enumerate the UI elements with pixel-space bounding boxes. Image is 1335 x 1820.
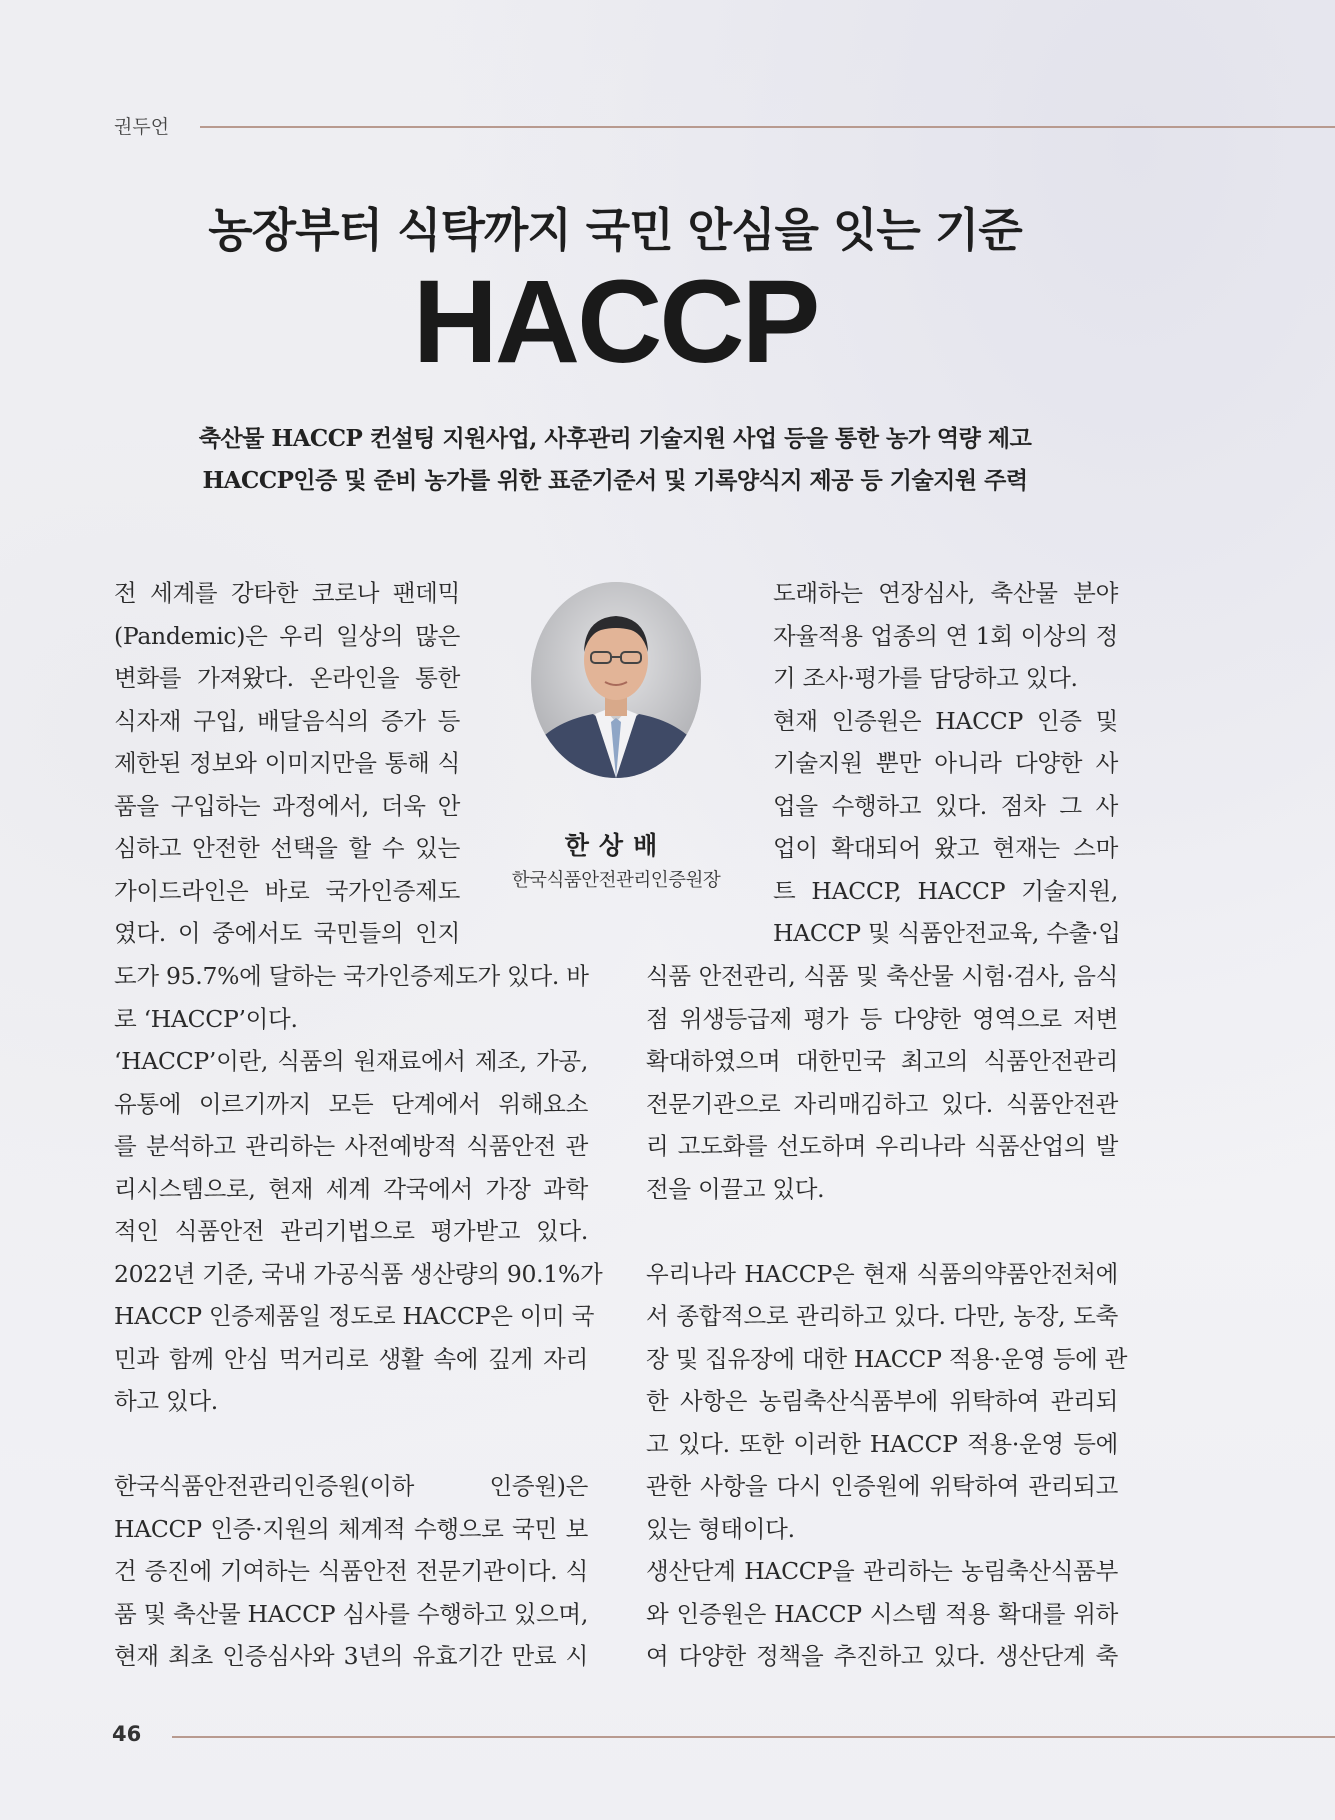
text-line: 여 다양한 정책을 추진하고 있다. 생산단계 축 — [646, 1642, 1118, 1670]
text-line: 기술지원 뿐만 아니라 다양한 사 — [773, 749, 1118, 777]
text-line: HACCP 및 식품안전교육, 수출·입 — [773, 919, 1121, 947]
text-line: HACCP 인증제품일 정도로 HACCP은 이미 국 — [114, 1302, 595, 1330]
text-line: 트 HACCP, HACCP 기술지원, — [773, 876, 1118, 905]
text-line: 현재 최초 인증심사와 3년의 유효기간 만료 시 — [114, 1642, 588, 1670]
text-line: 한 사항은 농림축산식품부에 위탁하여 관리되 — [646, 1387, 1118, 1415]
text-line: 리시스템으로, 현재 세계 각국에서 가장 과학 — [114, 1174, 588, 1203]
text-line: 생산단계 HACCP을 관리하는 농림축산식품부 — [646, 1557, 1118, 1585]
subtitle-line-2: HACCP인증 및 준비 농가를 위한 표준기준서 및 기록양식지 제공 등 기술지원 주력 — [202, 467, 1028, 494]
text-line: 변화를 가져왔다. 온라인을 통한 — [114, 664, 460, 692]
subtitle-line-1: 축산물 HACCP 컨설팅 지원사업, 사후관리 기술지원 사업 등을 통한 농가 역량 제고 — [198, 425, 1032, 452]
section-label: 권두언 — [114, 116, 170, 138]
right-column — [646, 955, 1128, 1678]
text-line: 식자재 구입, 배달음식의 증가 등 — [114, 706, 460, 735]
text-line: 를 분석하고 관리하는 사전예방적 식품안전 관 — [114, 1132, 588, 1160]
text-line: 우리나라 HACCP은 현재 식품의약품안전처에 — [646, 1259, 1118, 1288]
text-line: 로 ‘HACCP’이다. — [114, 1004, 298, 1033]
text-line: 민과 함께 안심 먹거리로 생활 속에 깊게 자리 — [114, 1344, 588, 1373]
footer-divider — [172, 1736, 1335, 1738]
text-line: 점 위생등급제 평가 등 다양한 영역으로 저변 — [646, 1004, 1118, 1033]
author-position: 한국식품안전관리인증원장 — [511, 870, 721, 891]
text-line: 품을 구입하는 과정에서, 더욱 안 — [114, 791, 460, 820]
text-line: 유통에 이르기까지 모든 단계에서 위해요소 — [114, 1089, 588, 1118]
author-photo-icon — [531, 582, 701, 778]
text-line: 업이 확대되어 왔고 현재는 스마 — [773, 834, 1118, 862]
text-line: 품 및 축산물 HACCP 심사를 수행하고 있으며, — [114, 1599, 588, 1628]
text-line: 와 인증원은 HACCP 시스템 적용 확대를 위하 — [646, 1599, 1118, 1628]
text-line: 전을 이끌고 있다. — [646, 1174, 825, 1203]
header-divider — [200, 126, 1335, 128]
text-line: 한국식품안전관리인증원(이하 인증원)은 — [114, 1472, 588, 1500]
text-line: 전 세계를 강타한 코로나 팬데믹 — [114, 579, 460, 607]
article-title: 농장부터 식탁까지 국민 안심을 잇는 기준 — [208, 203, 1022, 257]
text-line: 현재 인증원은 HACCP 인증 및 — [773, 706, 1118, 735]
text-line: 고 있다. 또한 이러한 HACCP 적용·운영 등에 — [646, 1429, 1118, 1458]
text-line: (Pandemic)은 우리 일상의 많은 — [114, 621, 460, 650]
left-column-top — [114, 572, 460, 955]
text-line: 업을 수행하고 있다. 점차 그 사 — [773, 791, 1118, 820]
text-line: 전문기관으로 자리매김하고 있다. 식품안전관 — [646, 1089, 1118, 1118]
author-name: 한상배 — [564, 831, 668, 860]
text-line: 있는 형태이다. — [646, 1514, 795, 1543]
text-line: 식품 안전관리, 식품 및 축산물 시험·검사, 음식 — [646, 962, 1118, 990]
article-title-haccp: HACCP — [412, 256, 818, 388]
text-line: 관한 사항을 다시 인증원에 위탁하여 관리되고 — [646, 1472, 1118, 1500]
text-line: 자율적용 업종의 연 1회 이상의 정 — [773, 621, 1118, 650]
text-line: 리 고도화를 선도하며 우리나라 식품산업의 발 — [646, 1132, 1118, 1160]
text-line: 제한된 정보와 이미지만을 통해 식 — [114, 749, 460, 777]
text-line: 도가 95.7%에 달하는 국가인증제도가 있다. 바 — [114, 962, 589, 990]
text-line: 2022년 기준, 국내 가공식품 생산량의 90.1%가 — [114, 1259, 603, 1288]
text-line: 하고 있다. — [114, 1387, 218, 1415]
text-line: 적인 식품안전 관리기법으로 평가받고 있다. — [114, 1217, 588, 1245]
text-line: 였다. 이 중에서도 국민들의 인지 — [114, 919, 460, 947]
text-line: HACCP 인증·지원의 체계적 수행으로 국민 보 — [114, 1514, 588, 1543]
text-line: 도래하는 연장심사, 축산물 분야 — [773, 579, 1118, 607]
left-column — [114, 955, 603, 1678]
right-column-top — [773, 572, 1121, 955]
text-line: ‘HACCP’이란, 식품의 원재료에서 제조, 가공, — [114, 1047, 588, 1075]
text-line: 건 증진에 기여하는 식품안전 전문기관이다. 식 — [114, 1557, 588, 1585]
text-line: 서 종합적으로 관리하고 있다. 다만, 농장, 도축 — [646, 1302, 1118, 1330]
author-portrait — [531, 582, 701, 778]
text-line: 확대하였으며 대한민국 최고의 식품안전관리 — [646, 1047, 1118, 1075]
page-number: 46 — [112, 1722, 142, 1746]
text-line: 기 조사·평가를 담당하고 있다. — [773, 664, 1078, 692]
text-line: 심하고 안전한 선택을 할 수 있는 — [114, 834, 460, 862]
text-line: 장 및 집유장에 대한 HACCP 적용·운영 등에 관 — [646, 1344, 1128, 1373]
text-line: 가이드라인은 바로 국가인증제도 — [114, 876, 460, 905]
